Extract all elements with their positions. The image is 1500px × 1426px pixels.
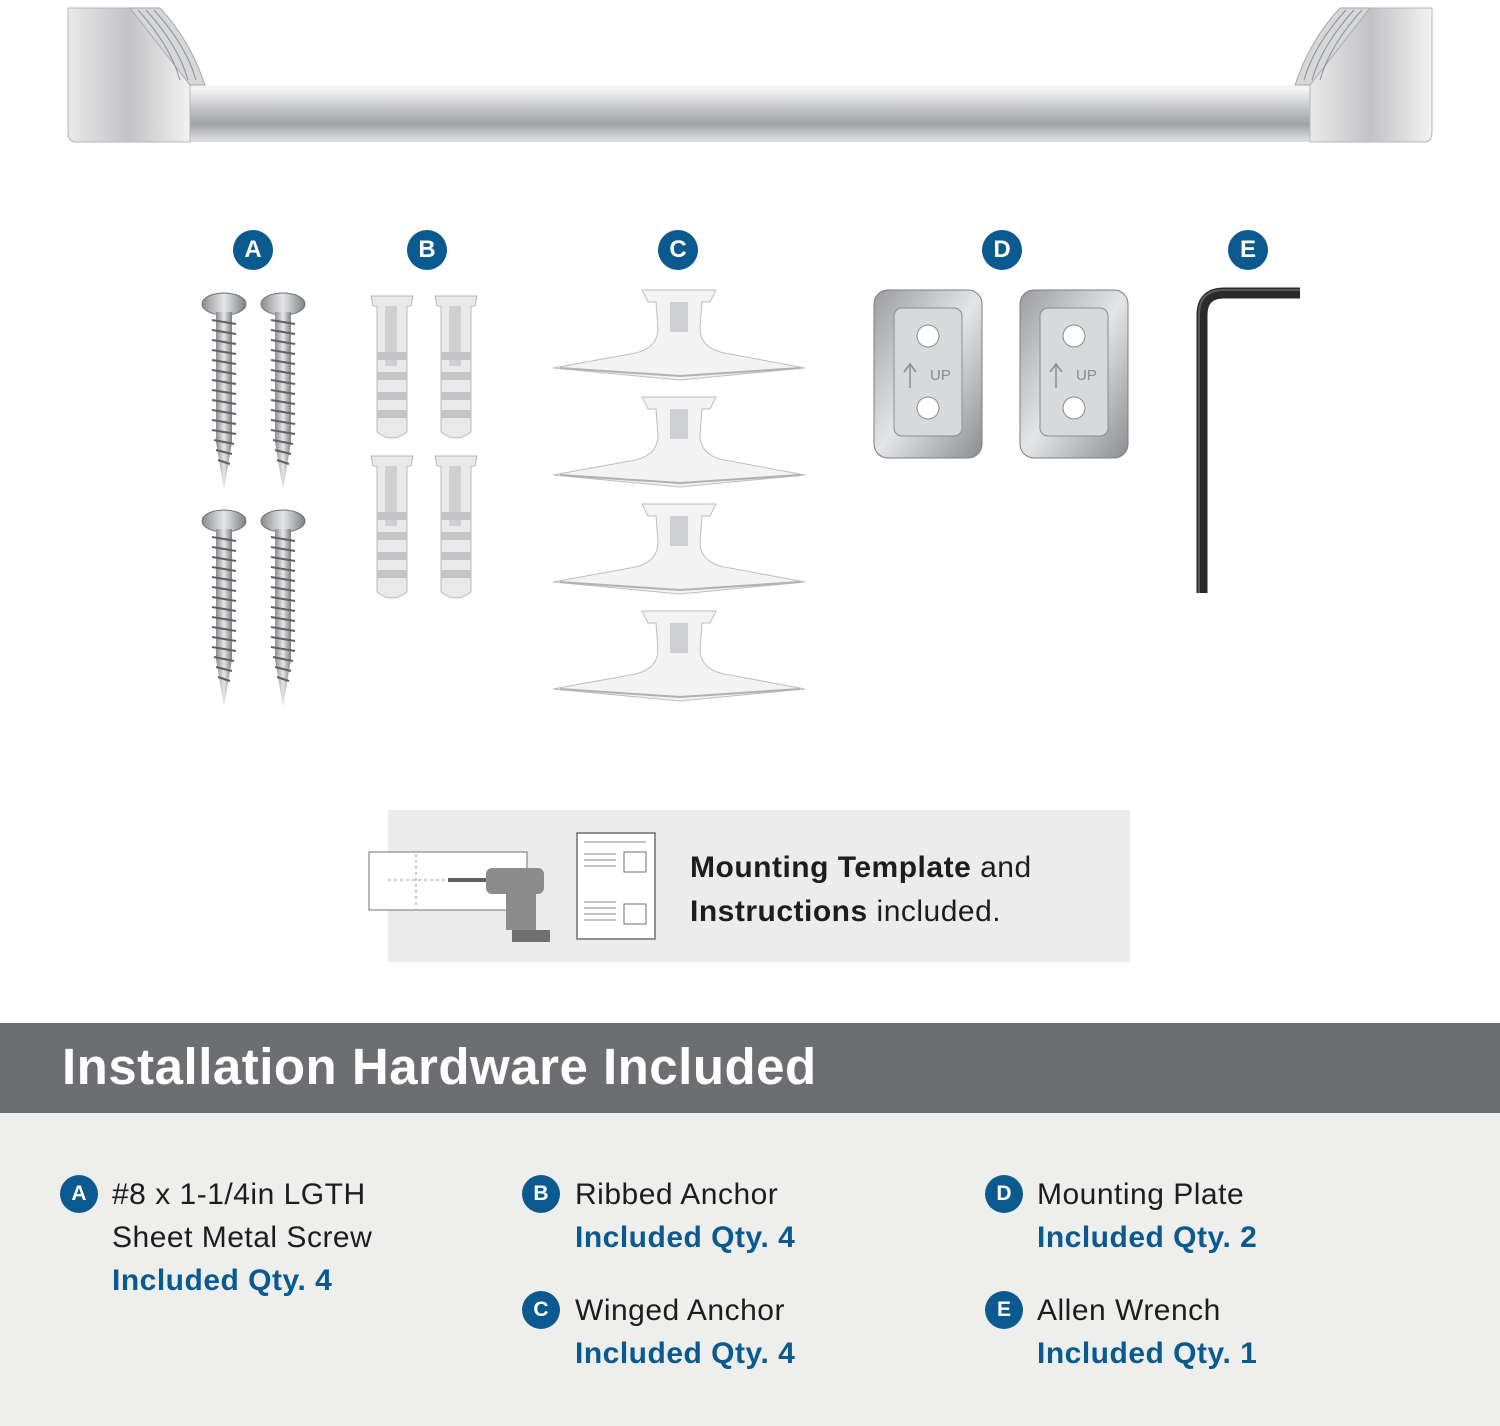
badge-e: E	[1228, 230, 1268, 270]
item-qty: Included Qty. 1	[1037, 1337, 1258, 1370]
legend-item-d	[1037, 1173, 1257, 1259]
item-name: Allen Wrench	[1037, 1294, 1221, 1327]
allen-wrench-icon	[1190, 285, 1310, 597]
document-icon	[576, 832, 656, 942]
towel-bar-image	[60, 0, 1440, 150]
badge-c: C	[658, 230, 698, 270]
item-qty: Included Qty. 4	[575, 1221, 796, 1254]
item-qty: Included Qty. 2	[1037, 1221, 1258, 1254]
badge-b: B	[407, 230, 447, 270]
legend-item-a	[112, 1173, 372, 1302]
template-plain-2: included.	[867, 895, 1002, 928]
item-name: Sheet Metal Screw	[112, 1221, 373, 1254]
item-name: #8 x 1-1/4in LGTH	[112, 1178, 366, 1211]
template-text	[690, 846, 1120, 934]
legend-badge-d: D	[985, 1175, 1023, 1213]
section-banner	[0, 1023, 1500, 1113]
legend-badge-b: B	[522, 1175, 560, 1213]
item-qty: Included Qty. 4	[575, 1337, 796, 1370]
banner-title: Installation Hardware Included	[62, 1038, 817, 1095]
item-name: Winged Anchor	[575, 1294, 785, 1327]
plate-up-label: UP	[930, 367, 951, 384]
badge-a: A	[233, 230, 273, 270]
item-name: Ribbed Anchor	[575, 1178, 779, 1211]
ribbed-anchor-icon	[365, 290, 490, 605]
legend-item-e	[1037, 1289, 1257, 1375]
template-bold-1: Mounting Template	[690, 851, 972, 884]
legend-badge-a: A	[60, 1175, 98, 1213]
drill-icon	[368, 850, 553, 945]
legend-item-b	[575, 1173, 795, 1259]
item-name: Mounting Plate	[1037, 1178, 1245, 1211]
winged-anchor-icon	[550, 288, 810, 703]
badge-d: D	[982, 230, 1022, 270]
legend-badge-e: E	[985, 1291, 1023, 1329]
item-qty: Included Qty. 4	[112, 1264, 333, 1297]
template-bold-2: Instructions	[690, 895, 868, 928]
plate-up-label: UP	[1076, 367, 1097, 384]
mounting-plate-icon	[872, 288, 1132, 463]
screw-icon	[195, 285, 315, 710]
template-plain-1: and	[971, 851, 1032, 884]
legend-badge-c: C	[522, 1291, 560, 1329]
legend-item-c	[575, 1289, 795, 1375]
hardware-legend	[0, 1113, 1500, 1426]
